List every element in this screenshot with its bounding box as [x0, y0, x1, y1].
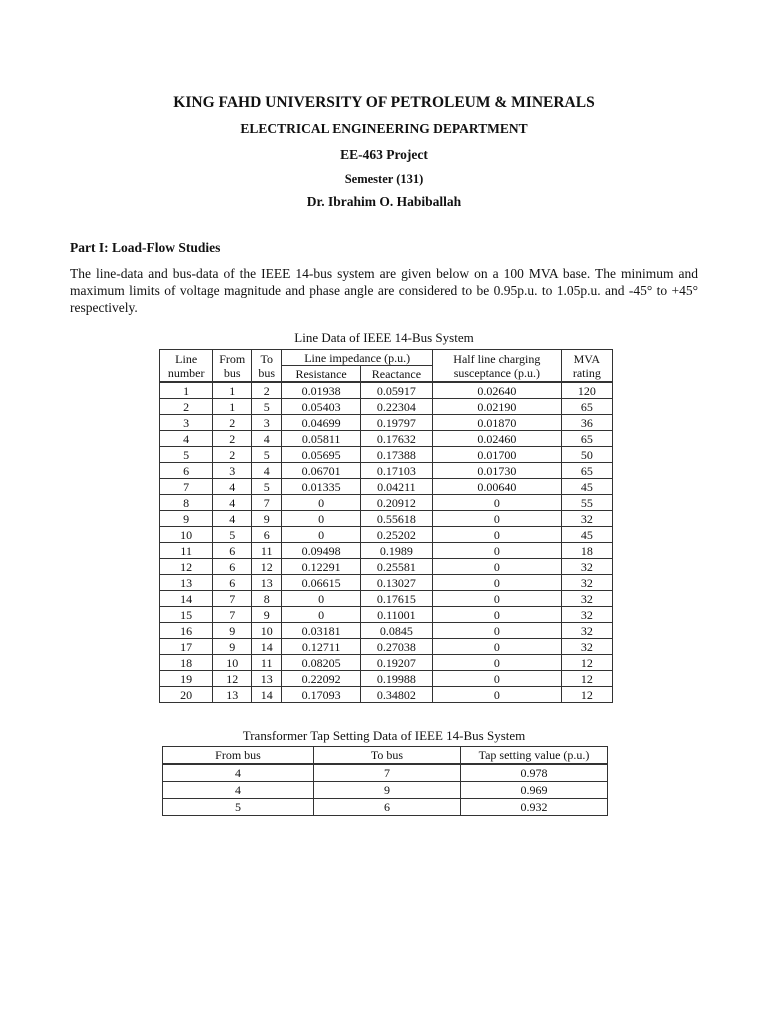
table-cell: 65 [561, 463, 612, 479]
table-cell: 4 [163, 782, 314, 799]
col-tap-to-bus: To bus [314, 747, 461, 765]
col-resistance: Resistance [282, 366, 360, 383]
table-cell: 0 [433, 495, 562, 511]
table-row [160, 591, 613, 607]
table-row [160, 671, 613, 687]
table-cell: 0.25202 [360, 527, 432, 543]
table-cell: 0.17093 [282, 687, 360, 703]
table-cell: 12 [561, 687, 612, 703]
table-cell: 0.00640 [433, 479, 562, 495]
table-row [160, 655, 613, 671]
tap-table-caption: Transformer Tap Setting Data of IEEE 14-Bus System [242, 728, 526, 743]
semester-label: Semester (131) [344, 172, 424, 186]
table-row [163, 799, 608, 816]
table-cell: 0.19797 [360, 415, 432, 431]
table-cell: 0.25581 [360, 559, 432, 575]
table-cell: 0.04211 [360, 479, 432, 495]
table-cell: 0.05695 [282, 447, 360, 463]
table-cell: 32 [561, 623, 612, 639]
table-row [160, 447, 613, 463]
table-cell: 0 [433, 511, 562, 527]
section-title: Part I: Load-Flow Studies [70, 240, 221, 255]
line-data-table [159, 349, 613, 703]
table-cell: 9 [314, 782, 461, 799]
table-cell: 1 [213, 399, 252, 415]
table-row [160, 639, 613, 655]
table-cell: 0.27038 [360, 639, 432, 655]
table-cell: 2 [213, 447, 252, 463]
table-cell: 17 [160, 639, 213, 655]
table-cell: 5 [160, 447, 213, 463]
table-row [160, 623, 613, 639]
table-cell: 0.13027 [360, 575, 432, 591]
table-cell: 1 [213, 382, 252, 399]
table-cell: 0.02460 [433, 431, 562, 447]
table-cell: 0.05917 [360, 382, 432, 399]
table-cell: 10 [252, 623, 282, 639]
table-cell: 2 [213, 415, 252, 431]
table-cell: 0.03181 [282, 623, 360, 639]
table-cell: 14 [252, 639, 282, 655]
department-title: ELECTRICAL ENGINEERING DEPARTMENT [240, 121, 528, 136]
table-cell: 0.20912 [360, 495, 432, 511]
table-cell: 14 [160, 591, 213, 607]
table-cell: 0 [433, 639, 562, 655]
table-cell: 2 [213, 431, 252, 447]
table-cell: 32 [561, 559, 612, 575]
table-cell: 5 [213, 527, 252, 543]
table-cell: 7 [213, 607, 252, 623]
table-cell: 0 [433, 543, 562, 559]
table-row [160, 399, 613, 415]
table-cell: 0 [433, 671, 562, 687]
table-cell: 0.12711 [282, 639, 360, 655]
table-cell: 3 [252, 415, 282, 431]
table-cell: 0.01730 [433, 463, 562, 479]
table-cell: 16 [160, 623, 213, 639]
table-cell: 18 [160, 655, 213, 671]
table-cell: 0.22304 [360, 399, 432, 415]
table-cell: 0.02640 [433, 382, 562, 399]
table-cell: 32 [561, 575, 612, 591]
table-cell: 13 [213, 687, 252, 703]
col-reactance: Reactance [360, 366, 432, 383]
table-cell: 12 [561, 671, 612, 687]
table-row [160, 575, 613, 591]
table-cell: 55 [561, 495, 612, 511]
table-cell: 0.17388 [360, 447, 432, 463]
col-from-bus: From bus [213, 350, 252, 383]
table-cell: 120 [561, 382, 612, 399]
table-cell: 0 [433, 687, 562, 703]
col-line-impedance: Line impedance (p.u.) [282, 350, 433, 366]
table-cell: 12 [160, 559, 213, 575]
table-cell: 0.06701 [282, 463, 360, 479]
table-cell: 0 [433, 527, 562, 543]
table-cell: 1 [160, 382, 213, 399]
table-cell: 7 [213, 591, 252, 607]
table-cell: 0.19207 [360, 655, 432, 671]
table-cell: 0.55618 [360, 511, 432, 527]
table-cell: 0.34802 [360, 687, 432, 703]
table-cell: 5 [252, 479, 282, 495]
table-cell: 12 [252, 559, 282, 575]
table-cell: 11 [252, 543, 282, 559]
table-cell: 0.19988 [360, 671, 432, 687]
table-cell: 0 [282, 527, 360, 543]
table-cell: 0 [282, 591, 360, 607]
col-half-line-charging: Half line charging susceptance (p.u.) [433, 350, 562, 383]
table-cell: 9 [213, 623, 252, 639]
table-cell: 4 [213, 511, 252, 527]
table-cell: 0.978 [461, 764, 608, 782]
table-cell: 0.969 [461, 782, 608, 799]
table-cell: 0.01870 [433, 415, 562, 431]
section-paragraph: The line-data and bus-data of the IEEE 14-bus system are given below on a 100 MVA base. The minimum and maximum limits of voltage magnitude and phase angle are considered to be 0.95p.u. to 1.05p.u. and -45° to +45° respectively. [70, 266, 698, 315]
table-cell: 4 [213, 495, 252, 511]
table-cell: 7 [314, 764, 461, 782]
table-cell: 9 [252, 607, 282, 623]
table-cell: 14 [252, 687, 282, 703]
table-cell: 4 [160, 431, 213, 447]
table-cell: 8 [160, 495, 213, 511]
table-cell: 11 [252, 655, 282, 671]
col-to-bus: To bus [252, 350, 282, 383]
table-cell: 0 [282, 511, 360, 527]
table-row [160, 527, 613, 543]
course-title: EE-463 Project [340, 147, 428, 162]
table-cell: 12 [213, 671, 252, 687]
table-cell: 13 [252, 575, 282, 591]
table-cell: 0.01938 [282, 382, 360, 399]
table-cell: 32 [561, 511, 612, 527]
table-cell: 2 [252, 382, 282, 399]
table-row [160, 479, 613, 495]
table-cell: 15 [160, 607, 213, 623]
table-cell: 5 [252, 447, 282, 463]
table-row [160, 431, 613, 447]
table-cell: 0.08205 [282, 655, 360, 671]
table-cell: 13 [160, 575, 213, 591]
table-cell: 0 [282, 495, 360, 511]
table-cell: 32 [561, 639, 612, 655]
university-title: KING FAHD UNIVERSITY OF PETROLEUM & MINERALS [173, 94, 595, 111]
table-cell: 0.11001 [360, 607, 432, 623]
table-cell: 7 [252, 495, 282, 511]
table-cell: 12 [561, 655, 612, 671]
tap-setting-table [162, 746, 608, 816]
table-cell: 0.09498 [282, 543, 360, 559]
col-mva-rating: MVA rating [561, 350, 612, 383]
table-row [160, 415, 613, 431]
table-cell: 2 [160, 399, 213, 415]
table-cell: 10 [213, 655, 252, 671]
table-cell: 0.01335 [282, 479, 360, 495]
table-row [160, 607, 613, 623]
table-cell: 20 [160, 687, 213, 703]
table-cell: 0.12291 [282, 559, 360, 575]
table-cell: 50 [561, 447, 612, 463]
table-cell: 19 [160, 671, 213, 687]
table-cell: 9 [213, 639, 252, 655]
table-cell: 3 [160, 415, 213, 431]
table-cell: 0.17615 [360, 591, 432, 607]
table-cell: 7 [160, 479, 213, 495]
table-cell: 0.01700 [433, 447, 562, 463]
table-row [160, 543, 613, 559]
table-cell: 0.0845 [360, 623, 432, 639]
table-cell: 5 [163, 799, 314, 816]
table-cell: 0.1989 [360, 543, 432, 559]
table-row [160, 559, 613, 575]
table-cell: 0.05403 [282, 399, 360, 415]
table-row [160, 687, 613, 703]
table-row [163, 764, 608, 782]
table-cell: 36 [561, 415, 612, 431]
table-cell: 0.05811 [282, 431, 360, 447]
instructor-name: Dr. Ibrahim O. Habiballah [306, 194, 462, 209]
table-cell: 13 [252, 671, 282, 687]
table-cell: 18 [561, 543, 612, 559]
table-cell: 5 [252, 399, 282, 415]
table-cell: 6 [252, 527, 282, 543]
table-cell: 0.02190 [433, 399, 562, 415]
col-tap-value: Tap setting value (p.u.) [461, 747, 608, 765]
table-row [160, 382, 613, 399]
col-line-number: Line number [160, 350, 213, 383]
table-cell: 6 [213, 559, 252, 575]
table-cell: 6 [314, 799, 461, 816]
table-row [160, 463, 613, 479]
table-cell: 4 [252, 431, 282, 447]
line-table-caption: Line Data of IEEE 14-Bus System [294, 330, 474, 345]
table-cell: 0.04699 [282, 415, 360, 431]
table-row [163, 782, 608, 799]
table-cell: 0 [433, 655, 562, 671]
table-cell: 0 [282, 607, 360, 623]
table-cell: 32 [561, 607, 612, 623]
table-cell: 6 [213, 575, 252, 591]
table-cell: 32 [561, 591, 612, 607]
table-cell: 65 [561, 399, 612, 415]
table-cell: 0.22092 [282, 671, 360, 687]
table-cell: 0 [433, 575, 562, 591]
table-cell: 0.06615 [282, 575, 360, 591]
table-cell: 45 [561, 527, 612, 543]
table-row [160, 495, 613, 511]
table-cell: 11 [160, 543, 213, 559]
table-cell: 3 [213, 463, 252, 479]
table-cell: 0 [433, 607, 562, 623]
table-cell: 9 [160, 511, 213, 527]
table-row [160, 511, 613, 527]
table-cell: 45 [561, 479, 612, 495]
table-cell: 6 [160, 463, 213, 479]
table-cell: 4 [163, 764, 314, 782]
col-tap-from-bus: From bus [163, 747, 314, 765]
table-cell: 4 [213, 479, 252, 495]
table-cell: 9 [252, 511, 282, 527]
table-cell: 6 [213, 543, 252, 559]
table-cell: 0 [433, 623, 562, 639]
table-cell: 0.17103 [360, 463, 432, 479]
table-cell: 10 [160, 527, 213, 543]
table-cell: 4 [252, 463, 282, 479]
table-cell: 65 [561, 431, 612, 447]
table-cell: 0 [433, 559, 562, 575]
table-cell: 0.932 [461, 799, 608, 816]
table-cell: 0 [433, 591, 562, 607]
table-cell: 0.17632 [360, 431, 432, 447]
table-cell: 8 [252, 591, 282, 607]
